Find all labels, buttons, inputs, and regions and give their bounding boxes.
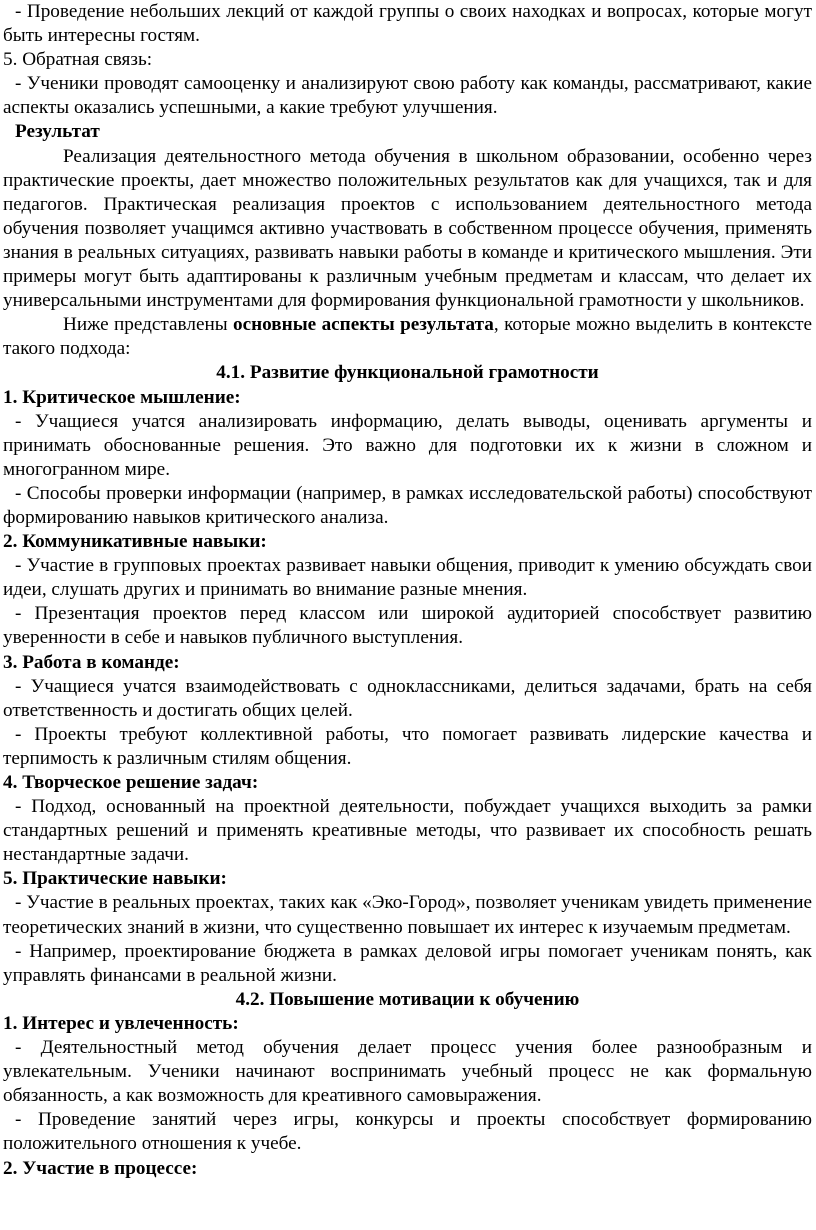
section-41-item-3-point-1: - Учащиеся учатся взаимодействовать с одноклассниками, делиться задачами, брать на себя ответственность и достигать общих целей. bbox=[3, 675, 812, 721]
paragraph-lectures: - Проведение небольших лекций от каждой группы о своих находках и вопросах, которые могут быть интересны гостям. bbox=[3, 1, 812, 47]
section-41-item-4-point-1: - Подход, основанный на проектной деятельности, побуждает учащихся выходить за рамки стандартных решений и применять креативные методы, что развивает их способность решать нестандартные задачи. bbox=[3, 796, 812, 866]
section-41-item-1-heading: 1. Критическое мышление: bbox=[3, 386, 241, 408]
paragraph-result-intro: Реализация деятельностного метода обучения в школьном образовании, особенно через практические проекты, дает множество положительных результатов как для учащихся, так и для педагогов. Практическая реализация проектов с использованием деятельностного метода обучения позволяет учащимся активно участвовать в собственном процессе обучения, применять знания в реальных ситуациях, развивать навыки работы в команде и критического мышления. Эти примеры могут быть адаптированы к различным учебным предметам и классам, что делает их универсальными инструментами для формирования функциональной грамотности у школьников. bbox=[3, 145, 812, 312]
section-41-title: 4.1. Развитие функциональной грамотности bbox=[216, 362, 599, 384]
section-41-item-2-heading: 2. Коммуникативные навыки: bbox=[3, 531, 267, 553]
paragraph-feedback-text: - Ученики проводят самооценку и анализируют свою работу как команды, рассматривают, какие аспекты оказались успешными, а какие требуют улучшения. bbox=[3, 73, 812, 119]
result-heading: Результат bbox=[15, 121, 100, 143]
aspects-text-before: Ниже представлены bbox=[63, 314, 233, 336]
section-41-item-3-heading: 3. Работа в команде: bbox=[3, 651, 180, 673]
section-42-item-1-heading: 1. Интерес и увлеченность: bbox=[3, 1012, 239, 1034]
document-body bbox=[3, 0, 812, 1181]
section-41-item-1-point-2: - Способы проверки информации (например, в рамках исследовательской работы) способствуют формированию навыков критического анализа. bbox=[3, 482, 812, 528]
section-41-item-5-point-2: - Например, проектирование бюджета в рамках деловой игры помогает ученикам понять, как управлять финансами в реальной жизни. bbox=[3, 940, 812, 986]
section-41-item-4-heading: 4. Творческое решение задач: bbox=[3, 772, 259, 793]
aspects-text-bold: основные аспекты результата bbox=[233, 314, 494, 336]
section-41-item-1-point-1: - Учащиеся учатся анализировать информацию, делать выводы, оценивать аргументы и принимать обоснованные решения. Это важно для подготовки их к жизни в сложном и многогранном мире. bbox=[3, 410, 812, 480]
paragraph-feedback-heading: 5. Обратная связь: bbox=[3, 49, 153, 71]
section-42-item-2-heading: 2. Участие в процессе: bbox=[3, 1157, 198, 1179]
aspects-text-after: , которые можно выделить в контексте такого подхода: bbox=[3, 314, 812, 360]
section-42-item-1-point-2: - Проведение занятий через игры, конкурсы и проекты способствует формированию положительного отношения к учебе. bbox=[3, 1109, 812, 1155]
section-42-title: 4.2. Повышение мотивации к обучению bbox=[235, 988, 580, 1010]
paragraph-aspects bbox=[3, 313, 812, 361]
section-42-item-1-point-1: - Деятельностный метод обучения делает процесс учения более разнообразным и увлекательным. Ученики начинают воспринимать учебный процесс не как формальную обязанность, а как возможность для креативного самовыражения. bbox=[3, 1037, 812, 1107]
section-41-item-5-heading: 5. Практические навыки: bbox=[3, 868, 227, 890]
section-41-item-2-point-2: - Презентация проектов перед классом или широкой аудиторией способствует развитию уверенности в себе и навыков публичного выступления. bbox=[3, 603, 812, 649]
section-41-item-2-point-1: - Участие в групповых проектах развивает навыки общения, приводит к умению обсуждать свои идеи, слушать других и принимать во внимание разные мнения. bbox=[3, 555, 812, 601]
section-41-item-5-point-1: - Участие в реальных проектах, таких как «Эко-Город», позволяет ученикам увидеть применение теоретических знаний в жизни, что существенно повышает их интерес к изучаемым предметам. bbox=[3, 892, 812, 938]
section-41-item-3-point-2: - Проекты требуют коллективной работы, что помогает развивать лидерские качества и терпимость к различным стилям общения. bbox=[3, 723, 812, 769]
